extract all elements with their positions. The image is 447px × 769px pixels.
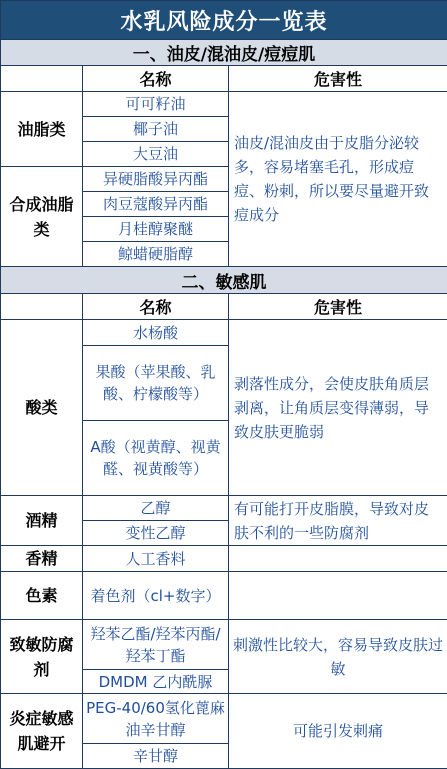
ingredient-isopropyl-myristate: 肉豆蔻酸异丙酯 xyxy=(83,192,229,217)
ingredient-salicylic-acid: 水杨酸 xyxy=(83,320,229,346)
ingredient-parabens: 羟苯乙酯/羟苯丙酯/羟苯丁酯 xyxy=(83,620,229,670)
ingredient-dmdm-hydantoin: DMDM 乙内酰脲 xyxy=(83,670,229,694)
header-blank-2 xyxy=(1,294,83,320)
ingredient-soybean-oil: 大豆油 xyxy=(83,142,229,167)
table-title: 水乳风险成分一览表 xyxy=(1,1,447,40)
category-oil: 油脂类 xyxy=(1,92,83,167)
header-harm: 危害性 xyxy=(229,66,447,92)
ingredient-peg-castor-oil: PEG-40/60氢化蓖麻油辛甘醇 xyxy=(83,694,229,744)
category-synthetic-oil: 合成油脂类 xyxy=(1,167,83,267)
ingredient-cocoa-seed-oil: 可可籽油 xyxy=(83,92,229,117)
category-alcohol: 酒精 xyxy=(1,496,83,546)
ingredient-ethanol: 乙醇 xyxy=(83,496,229,521)
ingredient-colorant: 着色剂（cl+数字） xyxy=(83,572,229,620)
ingredient-denatured-alcohol: 变性乙醇 xyxy=(83,521,229,546)
ingredient-fruit-acids: 果酸（苹果酸、乳酸、柠檬酸等） xyxy=(83,346,229,421)
harm-inflammatory: 可能引发刺痛 xyxy=(229,694,447,769)
category-colorant: 色素 xyxy=(1,572,83,620)
category-acids: 酸类 xyxy=(1,320,83,496)
category-inflammatory: 炎症敏感肌避开 xyxy=(1,694,83,769)
ingredient-isopropyl-isostearate: 异硬脂酸异丙酯 xyxy=(83,167,229,192)
ingredient-artificial-fragrance: 人工香料 xyxy=(83,546,229,572)
harm-alcohol: 有可能打开皮脂膜，导致对皮肤不利的一些防腐剂 xyxy=(229,496,447,546)
harm-preservative: 刺激性比较大，容易导致皮肤过敏 xyxy=(229,620,447,694)
header-blank xyxy=(1,66,83,92)
ingredient-retinoids: A酸（视黄醇、视黄醛、视黄酸等） xyxy=(83,421,229,496)
header-name: 名称 xyxy=(83,66,229,92)
ingredient-cetearyl-alcohol: 鲸蜡硬脂醇 xyxy=(83,242,229,267)
category-fragrance: 香精 xyxy=(1,546,83,572)
ingredient-coconut-oil: 椰子油 xyxy=(83,117,229,142)
header-harm-2: 危害性 xyxy=(229,294,447,320)
header-name-2: 名称 xyxy=(83,294,229,320)
category-preservative: 致敏防腐剂 xyxy=(1,620,83,694)
section-title-oily-skin: 一、油皮/混油皮/痘痘肌 xyxy=(1,40,447,66)
harm-oily-skin: 油皮/混油皮由于皮脂分泌较多，容易堵塞毛孔，形成痘痘、粉刺，所以要尽量避开致痘成分 xyxy=(229,92,447,267)
harm-fragrance-empty xyxy=(229,546,447,572)
ingredient-laureth: 月桂醇聚醚 xyxy=(83,217,229,242)
harm-acids: 剥落性成分，会使皮肤角质层剥离，让角质层变得薄弱，导致皮肤更脆弱 xyxy=(229,320,447,496)
ingredient-caprylyl-glycol: 辛甘醇 xyxy=(83,744,229,769)
harm-colorant-empty xyxy=(229,572,447,620)
section-title-sensitive-skin: 二、敏感肌 xyxy=(1,267,447,294)
